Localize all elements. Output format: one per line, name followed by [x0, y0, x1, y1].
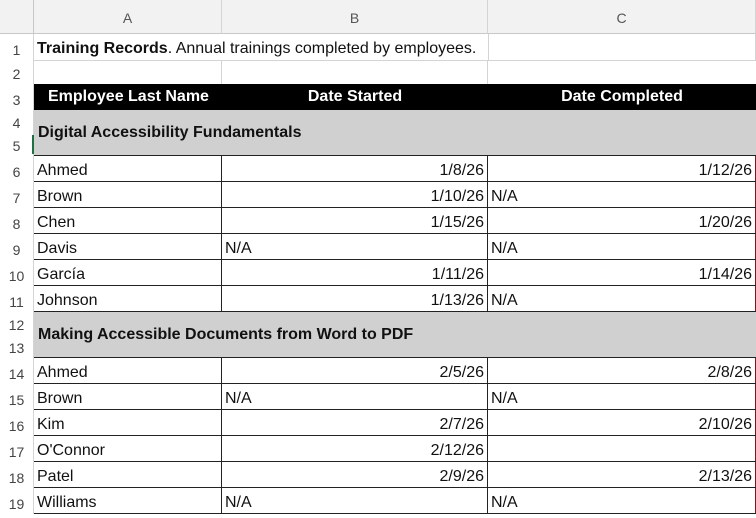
- date-started-cell[interactable]: 2/12/26: [222, 436, 488, 462]
- row-header-8[interactable]: [0, 208, 34, 234]
- row-header-10[interactable]: [0, 260, 34, 286]
- date-completed-cell[interactable]: 2/10/26: [488, 410, 756, 436]
- row-header-11[interactable]: [0, 286, 34, 312]
- column-title-1[interactable]: Employee Last Name: [34, 84, 222, 110]
- row-header-6[interactable]: [0, 156, 34, 182]
- row-header-9[interactable]: [0, 234, 34, 260]
- employee-name-cell[interactable]: Kim: [34, 410, 222, 436]
- row-number: 13: [8, 340, 25, 356]
- date-completed-cell[interactable]: N/A: [488, 488, 756, 514]
- date-started-cell[interactable]: N/A: [222, 488, 488, 514]
- row-number: 4: [12, 115, 21, 131]
- row-header-16[interactable]: [0, 410, 34, 436]
- employee-name-cell[interactable]: Ahmed: [34, 358, 222, 384]
- date-completed-cell[interactable]: 1/20/26: [488, 208, 756, 234]
- date-completed-cell[interactable]: 1/14/26: [488, 260, 756, 286]
- employee-name-cell[interactable]: Davis: [34, 234, 222, 260]
- row-number: 12: [8, 317, 25, 333]
- row-number: 9: [12, 242, 21, 258]
- row-header-19[interactable]: [0, 488, 34, 514]
- employee-name-cell[interactable]: Patel: [34, 462, 222, 488]
- date-started-cell[interactable]: 1/13/26: [222, 286, 488, 312]
- row-header-15[interactable]: [0, 384, 34, 410]
- row-header-4[interactable]: [0, 110, 34, 133]
- row-header-3[interactable]: [0, 84, 34, 110]
- row-header-2[interactable]: [0, 60, 34, 84]
- employee-name-cell[interactable]: Brown: [34, 182, 222, 208]
- row-header-18[interactable]: [0, 462, 34, 488]
- column-title-2[interactable]: Date Started: [222, 84, 488, 110]
- title-bold: Training Records: [37, 40, 168, 57]
- date-started-cell[interactable]: 1/10/26: [222, 182, 488, 208]
- row-header-12[interactable]: [0, 312, 34, 335]
- row-number: 8: [12, 216, 21, 232]
- date-started-cell[interactable]: N/A: [222, 384, 488, 410]
- row-number: 7: [12, 190, 21, 206]
- date-started-cell[interactable]: 1/11/26: [222, 260, 488, 286]
- column-title-3[interactable]: Date Completed: [488, 84, 756, 110]
- row-number: 18: [8, 470, 25, 486]
- row-number: 16: [8, 418, 25, 434]
- date-completed-cell[interactable]: [488, 436, 756, 462]
- employee-name-cell[interactable]: García: [34, 260, 222, 286]
- row-number: 15: [8, 392, 25, 408]
- employee-name-cell[interactable]: Brown: [34, 384, 222, 410]
- sheet-title[interactable]: [34, 34, 488, 60]
- border-line: [34, 513, 756, 514]
- employee-name-cell[interactable]: Williams: [34, 488, 222, 514]
- date-started-cell[interactable]: 2/9/26: [222, 462, 488, 488]
- date-completed-cell[interactable]: 2/13/26: [488, 462, 756, 488]
- employee-name-cell[interactable]: Chen: [34, 208, 222, 234]
- row-number: 17: [8, 444, 25, 460]
- row-header-1[interactable]: [0, 34, 34, 60]
- row-number: 5: [12, 138, 21, 154]
- column-header-b[interactable]: B: [222, 0, 488, 34]
- row-number: 6: [12, 164, 21, 180]
- row-header-17[interactable]: [0, 436, 34, 462]
- gridline: [488, 34, 756, 60]
- row-number: 10: [8, 268, 25, 284]
- date-started-cell[interactable]: 1/8/26: [222, 156, 488, 182]
- row-number: 2: [12, 66, 21, 82]
- title-description: . Annual trainings completed by employees.: [167, 40, 477, 57]
- select-all-corner[interactable]: [0, 0, 34, 34]
- employee-name-cell[interactable]: Ahmed: [34, 156, 222, 182]
- row-header-14[interactable]: [0, 358, 34, 384]
- date-started-cell[interactable]: 2/7/26: [222, 410, 488, 436]
- date-completed-cell[interactable]: N/A: [488, 234, 756, 260]
- row-header-13[interactable]: [0, 335, 34, 358]
- date-started-cell[interactable]: 2/5/26: [222, 358, 488, 384]
- row-header-7[interactable]: [0, 182, 34, 208]
- row-number: 3: [12, 92, 21, 108]
- empty-cell[interactable]: [222, 60, 488, 84]
- date-completed-cell[interactable]: N/A: [488, 182, 756, 208]
- empty-cell[interactable]: [34, 60, 222, 84]
- column-header-c[interactable]: C: [488, 0, 756, 34]
- section-title[interactable]: Making Accessible Documents from Word to PDF: [34, 312, 756, 358]
- employee-name-cell[interactable]: O'Connor: [34, 436, 222, 462]
- date-completed-cell[interactable]: 1/12/26: [488, 156, 756, 182]
- row-number: 19: [8, 496, 25, 512]
- section-title[interactable]: Digital Accessibility Fundamentals: [34, 110, 756, 156]
- date-completed-cell[interactable]: 2/8/26: [488, 358, 756, 384]
- column-header-a[interactable]: A: [34, 0, 222, 34]
- date-started-cell[interactable]: 1/15/26: [222, 208, 488, 234]
- row-number: 14: [8, 366, 25, 382]
- row-header-5[interactable]: [0, 133, 34, 156]
- date-completed-cell[interactable]: N/A: [488, 286, 756, 312]
- date-started-cell[interactable]: N/A: [222, 234, 488, 260]
- row-number: 11: [9, 294, 24, 310]
- date-completed-cell[interactable]: N/A: [488, 384, 756, 410]
- employee-name-cell[interactable]: Johnson: [34, 286, 222, 312]
- row-number: 1: [12, 42, 21, 58]
